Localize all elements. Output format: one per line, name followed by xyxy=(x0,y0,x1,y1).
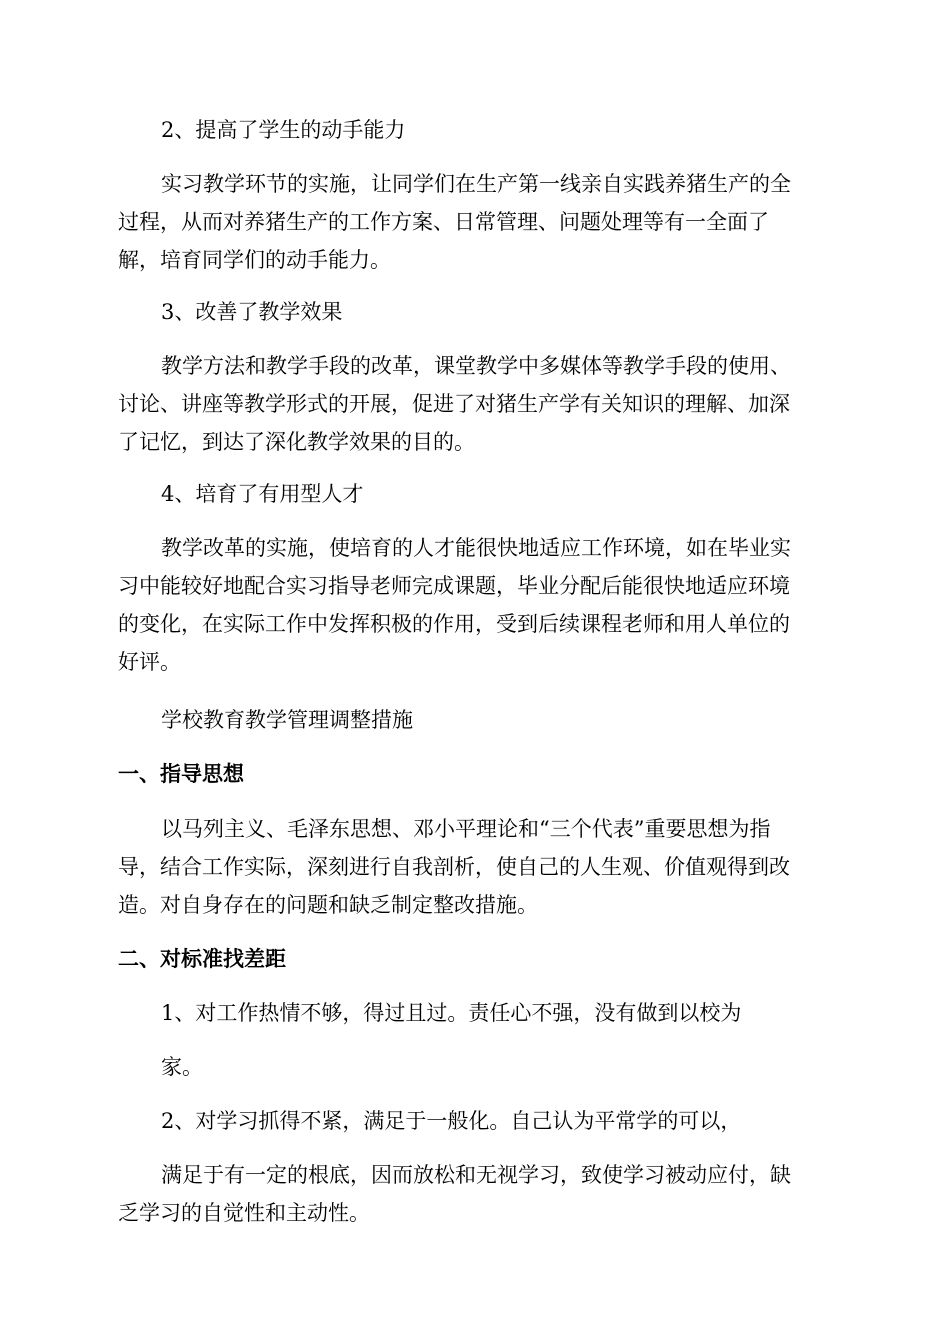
paragraph-line: 2、对学习抓得不紧，满足于一般化。自己认为平常学的可以， xyxy=(161,1109,742,1133)
paragraph-line: 造。对自身存在的问题和缺乏制定整改措施。 xyxy=(118,893,538,917)
paragraph-line: 教学方法和教学手段的改革，课堂教学中多媒体等教学手段的使用、 xyxy=(161,354,791,378)
paragraph-line: 好评。 xyxy=(118,650,181,674)
paragraph-line: 家。 xyxy=(161,1055,203,1079)
section-title: 学校教育教学管理调整措施 xyxy=(161,708,413,732)
heading-guiding-thought: 一、指导思想 xyxy=(118,762,244,786)
paragraph-line: 过程，从而对养猪生产的工作方案、日常管理、问题处理等有一全面了 xyxy=(118,210,769,234)
paragraph-line: 了记忆，到达了深化教学效果的目的。 xyxy=(118,430,475,454)
paragraph-line: 实习教学环节的实施，让同学们在生产第一线亲自实践养猪生产的全 xyxy=(161,172,791,196)
paragraph-line: 习中能较好地配合实习指导老师完成课题，毕业分配后能很快地适应环境 xyxy=(118,574,790,598)
subheading-3: 3、改善了教学效果 xyxy=(161,300,343,324)
paragraph-line: 讨论、讲座等教学形式的开展，促进了对猪生产学有关知识的理解、加深 xyxy=(118,392,790,416)
paragraph-line: 教学改革的实施，使培育的人才能很快地适应工作环境，如在毕业实 xyxy=(161,536,791,560)
paragraph-line: 以马列主义、毛泽东思想、邓小平理论和“三个代表”重要思想为指 xyxy=(161,817,771,841)
subheading-2: 2、提高了学生的动手能力 xyxy=(161,118,406,142)
paragraph-line: 解，培育同学们的动手能力。 xyxy=(118,248,391,272)
paragraph-line: 1、对工作热情不够，得过且过。责任心不强，没有做到以校为 xyxy=(161,1001,742,1025)
paragraph-line: 满足于有一定的根底，因而放松和无视学习，致使学习被动应付，缺 xyxy=(161,1163,791,1187)
paragraph-line: 导，结合工作实际，深刻进行自我剖析，使自己的人生观、价值观得到改 xyxy=(118,855,790,879)
paragraph-line: 的变化，在实际工作中发挥积极的作用，受到后续课程老师和用人单位的 xyxy=(118,612,790,636)
paragraph-line: 乏学习的自觉性和主动性。 xyxy=(118,1201,370,1225)
heading-find-gaps: 二、对标准找差距 xyxy=(118,947,286,971)
subheading-4: 4、培育了有用型人才 xyxy=(161,482,364,506)
